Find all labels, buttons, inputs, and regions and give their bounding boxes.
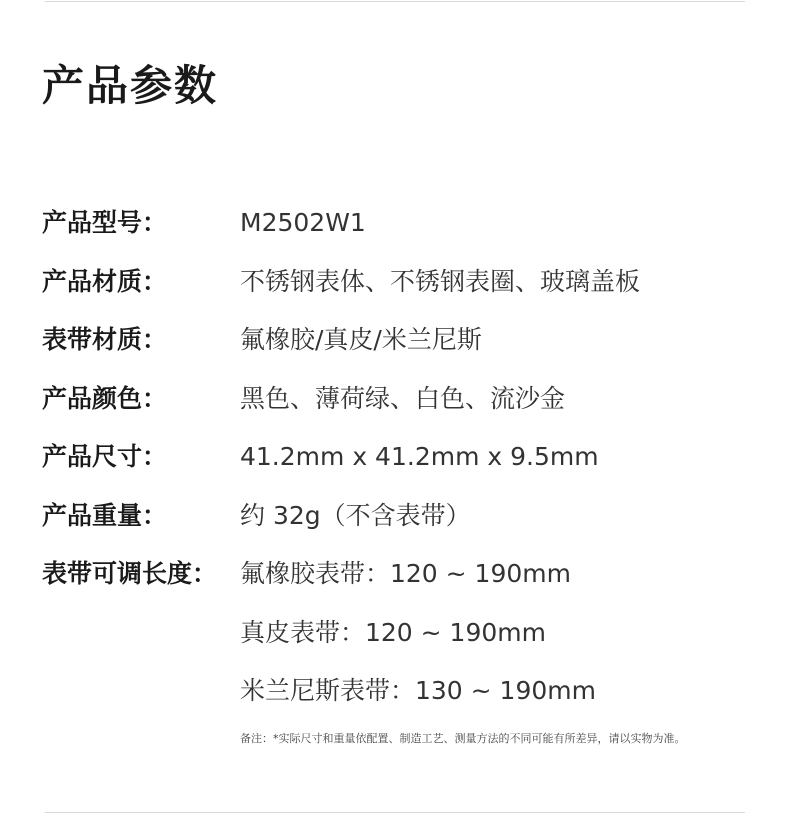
- spec-row-strap-length-milanese: [42, 666, 762, 725]
- spec-label: 产品颜色：: [42, 383, 168, 413]
- spec-row-strap-length-leather: [42, 608, 762, 667]
- spec-row-color: [42, 374, 762, 433]
- spec-label: 产品型号：: [42, 208, 168, 237]
- footnote: 备注：*实际尺寸和重量依配置、制造工艺、测量方法的不同可能有所差异，请以实物为准。: [240, 732, 686, 745]
- spec-row-material: [42, 257, 762, 316]
- spec-row-strap-length: [42, 549, 762, 608]
- spec-label: 产品材质：: [42, 266, 168, 296]
- spec-value: 黑色、薄荷绿、白色、流沙金: [240, 383, 566, 413]
- spec-row-weight: [42, 491, 762, 550]
- spec-label: 产品尺寸：: [42, 442, 168, 471]
- spec-value: M2502W1: [240, 208, 366, 237]
- spec-label: 产品重量：: [42, 500, 168, 530]
- spec-value: 米兰尼斯表带：130 ~ 190mm: [240, 676, 596, 705]
- spec-label: 表带可调长度：: [42, 559, 218, 588]
- spec-row-model: [42, 198, 762, 257]
- spec-label: 表带材质：: [42, 325, 168, 354]
- spec-value: 不锈钢表体、不锈钢表圈、玻璃盖板: [240, 266, 641, 296]
- spec-row-strap-material: [42, 315, 762, 374]
- spec-value: 真皮表带：120 ~ 190mm: [240, 617, 546, 647]
- spec-value: 氟橡胶/真皮/米兰尼斯: [240, 325, 482, 354]
- page-title: 产品参数: [42, 61, 219, 110]
- spec-value: 约 32g（不含表带）: [240, 500, 471, 530]
- spec-value: 41.2mm x 41.2mm x 9.5mm: [240, 442, 599, 471]
- spec-value: 氟橡胶表带：120 ~ 190mm: [240, 559, 571, 588]
- bottom-divider: [45, 812, 745, 813]
- spec-list: [42, 198, 762, 725]
- top-divider: [45, 1, 745, 2]
- spec-row-size: [42, 432, 762, 491]
